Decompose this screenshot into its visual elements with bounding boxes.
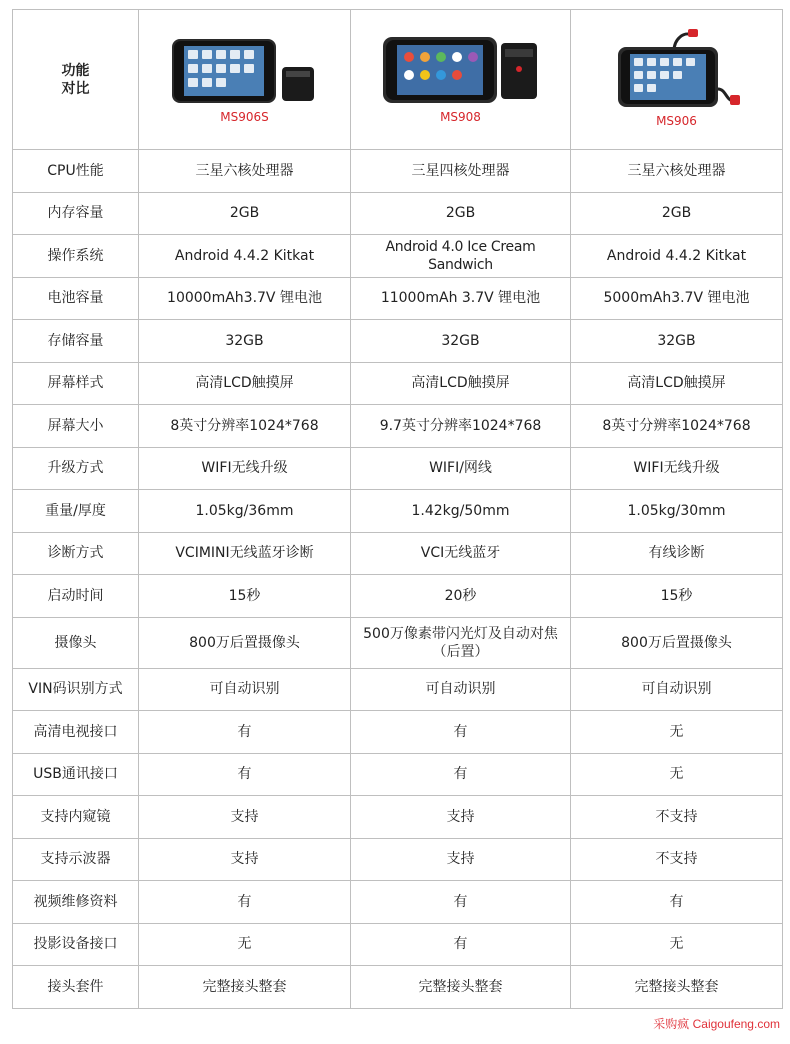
cell-ms908: 支持 [351,838,571,881]
cell-ms906s: 支持 [139,838,351,881]
cell-ms906: 高清LCD触摸屏 [571,362,783,405]
cell-ms906: 2GB [571,192,783,235]
cell-ms906: 无 [571,923,783,966]
cell-ms908: 20秒 [351,575,571,618]
row-label: 启动时间 [13,575,139,618]
cell-ms908: 高清LCD触摸屏 [351,362,571,405]
cell-ms906: Android 4.4.2 Kitkat [571,235,783,278]
cell-ms906s: WIFI无线升级 [139,447,351,490]
corner-title-line2: 对比 [61,80,90,97]
product-model-ms906s: MS906S [220,110,269,124]
cell-ms906s: 支持 [139,796,351,839]
cell-ms908: 1.42kg/50mm [351,490,571,533]
row-label: 摄像头 [13,617,139,668]
row-label: 接头套件 [13,966,139,1009]
cell-ms906s: 完整接头整套 [139,966,351,1009]
cell-ms906: 15秒 [571,575,783,618]
row-label: 升级方式 [13,447,139,490]
product-image-ms908 [381,33,541,105]
cell-ms906s: VCIMINI无线蓝牙诊断 [139,532,351,575]
corner-title [13,10,139,150]
row-label: 操作系统 [13,235,139,278]
cell-ms906: 可自动识别 [571,668,783,711]
cell-ms908: 9.7英寸分辨率1024*768 [351,405,571,448]
cell-ms908: 11000mAh 3.7V 锂电池 [351,277,571,320]
cell-ms906: 不支持 [571,796,783,839]
row-label: 重量/厚度 [13,490,139,533]
cell-ms906s: 有 [139,753,351,796]
cell-ms908: 三星四核处理器 [351,150,571,193]
row-label: 诊断方式 [13,532,139,575]
row-label: 支持内窥镜 [13,796,139,839]
cell-ms908: 有 [351,753,571,796]
row-label: CPU性能 [13,150,139,193]
row-label: 内存容量 [13,192,139,235]
cell-ms908: Android 4.0 Ice Cream Sandwich [351,235,571,278]
cell-ms908: WIFI/网线 [351,447,571,490]
cell-ms906: 1.05kg/30mm [571,490,783,533]
cell-ms906s: 三星六核处理器 [139,150,351,193]
cell-ms908: 完整接头整套 [351,966,571,1009]
row-label: 视频维修资料 [13,881,139,924]
comparison-table [12,9,783,1009]
row-label: USB通讯接口 [13,753,139,796]
cell-ms906: 完整接头整套 [571,966,783,1009]
cell-ms908: VCI无线蓝牙 [351,532,571,575]
cell-ms906: 无 [571,753,783,796]
cell-ms906: 800万后置摄像头 [571,617,783,668]
cell-ms908: 支持 [351,796,571,839]
header-row [13,10,783,150]
cell-ms906s: 10000mAh3.7V 锂电池 [139,277,351,320]
cell-ms908: 有 [351,881,571,924]
product-header-ms906s [139,10,351,150]
cell-ms908: 32GB [351,320,571,363]
product-header-ms908 [351,10,571,150]
cell-ms906s: 2GB [139,192,351,235]
product-image-ms906s [170,33,320,105]
cell-ms908: 有 [351,711,571,754]
cell-ms906s: 无 [139,923,351,966]
cell-ms906: 三星六核处理器 [571,150,783,193]
product-model-ms908: MS908 [440,110,481,124]
cell-ms906: 8英寸分辨率1024*768 [571,405,783,448]
row-label: 屏幕大小 [13,405,139,448]
product-model-ms906: MS906 [656,114,697,128]
cell-ms908: 可自动识别 [351,668,571,711]
cell-ms906s: 8英寸分辨率1024*768 [139,405,351,448]
watermark: 采购疯 Caigoufeng.com [653,1017,780,1031]
row-label: 投影设备接口 [13,923,139,966]
cell-ms908: 500万像素带闪光灯及自动对焦（后置） [351,617,571,668]
row-label: 屏幕样式 [13,362,139,405]
corner-title-line1: 功能 [61,62,90,79]
cell-ms906: 5000mAh3.7V 锂电池 [571,277,783,320]
cell-ms906s: 有 [139,881,351,924]
cell-ms906: 有 [571,881,783,924]
row-label: VIN码识别方式 [13,668,139,711]
row-label: 电池容量 [13,277,139,320]
cell-ms908: 2GB [351,192,571,235]
cell-ms906s: 可自动识别 [139,668,351,711]
cell-ms906: 32GB [571,320,783,363]
cell-ms908: 有 [351,923,571,966]
cell-ms906: 无 [571,711,783,754]
cell-ms906s: 高清LCD触摸屏 [139,362,351,405]
cell-ms906s: Android 4.4.2 Kitkat [139,235,351,278]
cell-ms906s: 有 [139,711,351,754]
cell-ms906s: 800万后置摄像头 [139,617,351,668]
cell-ms906: WIFI无线升级 [571,447,783,490]
cell-ms906s: 1.05kg/36mm [139,490,351,533]
cell-ms906: 不支持 [571,838,783,881]
cell-ms906s: 15秒 [139,575,351,618]
product-header-ms906 [571,10,783,150]
product-image-ms906 [612,29,742,109]
row-label: 高清电视接口 [13,711,139,754]
cell-ms906: 有线诊断 [571,532,783,575]
row-label: 存储容量 [13,320,139,363]
cell-ms906s: 32GB [139,320,351,363]
row-label: 支持示波器 [13,838,139,881]
